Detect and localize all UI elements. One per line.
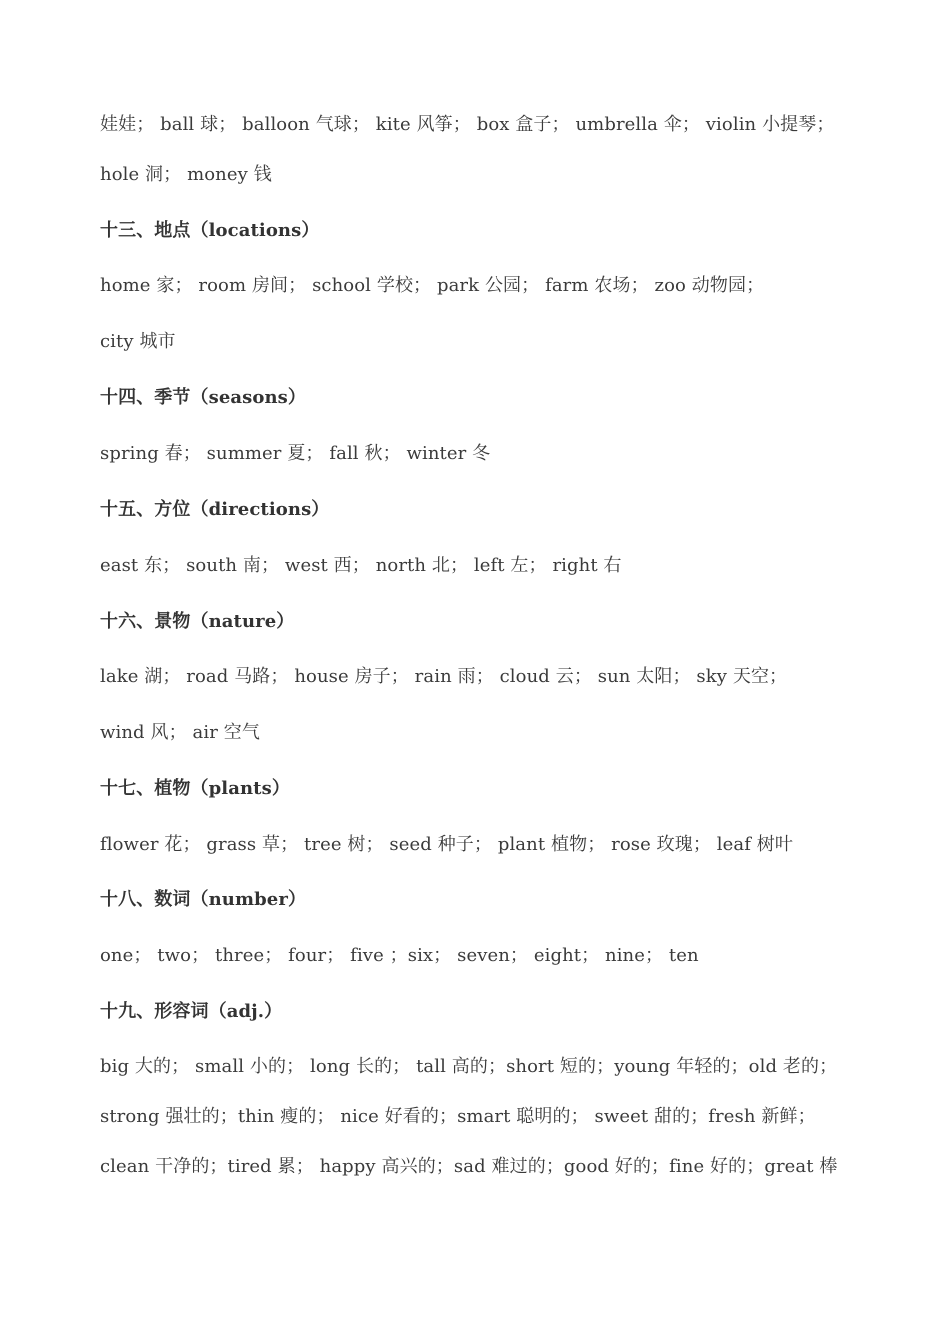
vocab-line-plants: flower 花； grass 草； tree 树； seed 种子； plant 植物； rose 玫瑰； leaf 树叶 xyxy=(100,834,794,855)
vocab-line-seasons: spring 春； summer 夏； fall 秋； winter 冬 xyxy=(100,443,491,464)
vocab-line-adjectives: big 大的； small 小的； long 长的； tall 高的；short 短的；young 年轻的；old 老的； xyxy=(100,1056,838,1077)
vocab-line-number: one； two； three； four； five ；six； seven； eight； nine； ten xyxy=(100,945,699,966)
section-heading-directions: 十五、方位（directions） xyxy=(100,499,330,520)
vocab-line-locations: home 家； room 房间； school 学校； park 公园； farm 农场； zoo 动物园； xyxy=(100,275,765,296)
vocab-line-toys-continued-2: hole 洞； money 钱 xyxy=(100,164,272,185)
vocab-line-directions: east 东； south 南； west 西； north 北； left 左； right 右 xyxy=(100,555,622,576)
vocab-line-nature: lake 湖； road 马路； house 房子； rain 雨； cloud 云； sun 太阳； sky 天空； xyxy=(100,666,788,687)
section-heading-nature: 十六、景物（nature） xyxy=(100,611,295,632)
section-heading-number: 十八、数词（number） xyxy=(100,889,307,910)
section-heading-adjectives: 十九、形容词（adj.） xyxy=(100,1001,283,1022)
section-heading-seasons: 十四、季节（seasons） xyxy=(100,387,307,408)
vocab-line-nature-2: wind 风； air 空气 xyxy=(100,722,260,743)
vocab-line-locations-2: city 城市 xyxy=(100,331,176,352)
vocab-line-adjectives-3: clean 干净的；tired 累； happy 高兴的；sad 难过的；good 好的；fine 好的；great 棒 xyxy=(100,1156,838,1177)
section-heading-plants: 十七、植物（plants） xyxy=(100,778,290,799)
vocab-line-toys-continued: 娃娃； ball 球； balloon 气球； kite 风筝； box 盒子； umbrella 伞； violin 小提琴； xyxy=(100,114,835,135)
section-heading-locations: 十三、地点（locations） xyxy=(100,220,320,241)
vocab-line-adjectives-2: strong 强壮的；thin 瘦的； nice 好看的；smart 聪明的； sweet 甜的；fresh 新鲜； xyxy=(100,1106,816,1127)
